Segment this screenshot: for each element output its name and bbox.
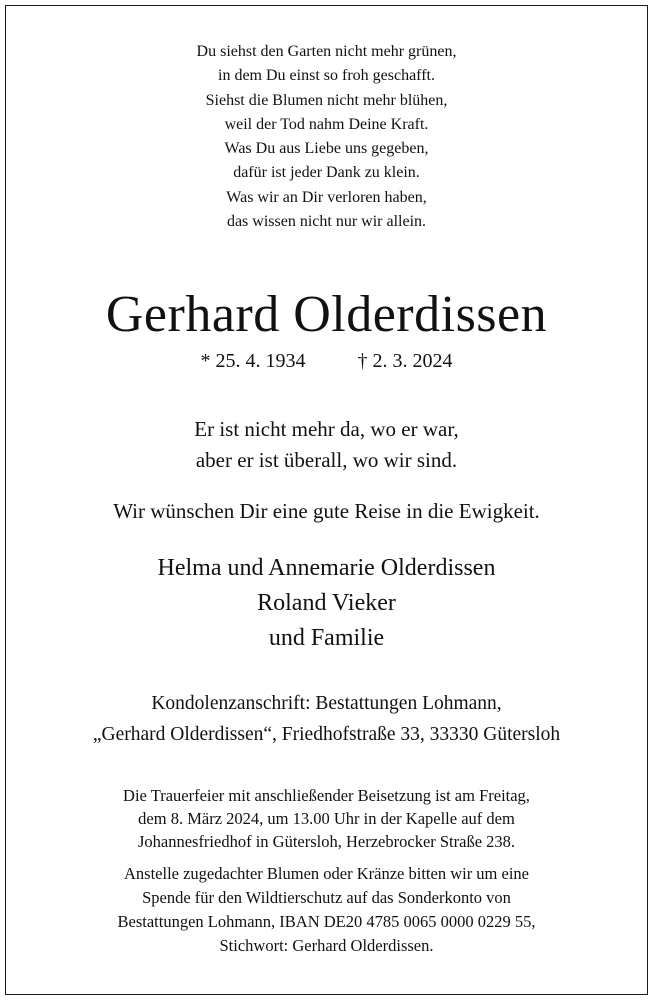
- donation-line: Bestattungen Lohmann, IBAN DE20 4785 0065 0000 0229 55,: [117, 912, 536, 931]
- poem-line: Siehst die Blumen nicht mehr blühen,: [205, 91, 448, 109]
- life-dates: [0, 346, 653, 376]
- poem-line: dafür ist jeder Dank zu klein.: [233, 164, 420, 182]
- donation-request: [0, 862, 653, 958]
- poem-line: Was wir an Dir verloren haben,: [226, 188, 427, 206]
- poem-line: weil der Tod nahm Deine Kraft.: [224, 115, 429, 133]
- condolence-address: [0, 688, 653, 750]
- funeral-service-info: [0, 784, 653, 853]
- poem: [0, 40, 653, 234]
- address-line: „Gerhard Olderdissen“, Friedhofstraße 33, 33330 Gütersloh: [92, 724, 561, 745]
- mourners: [0, 551, 653, 656]
- quote: [0, 414, 653, 476]
- poem-line: Du siehst den Garten nicht mehr grünen,: [196, 43, 457, 60]
- quote-line: aber er ist überall, wo wir sind.: [195, 448, 458, 472]
- donation-line: Spende für den Wildtierschutz auf das Sonderkonto von: [142, 888, 511, 907]
- mourner-line: Helma und Annemarie Olderdissen: [157, 555, 496, 581]
- service-line: Johannesfriedhof in Gütersloh, Herzebrocker Straße 238.: [137, 832, 516, 851]
- poem-line: in dem Du einst so froh geschafft.: [218, 67, 435, 85]
- deceased-name: Gerhard Olderdissen: [105, 286, 548, 343]
- donation-line: Anstelle zugedachter Blumen oder Kränze bitten wir um eine: [123, 864, 529, 883]
- poem-line: das wissen nicht nur wir allein.: [226, 213, 427, 231]
- service-line: dem 8. März 2024, um 13.00 Uhr in der Kapelle auf dem: [138, 809, 515, 828]
- death-date: † 2. 3. 2024: [357, 350, 453, 372]
- quote-line: Er ist nicht mehr da, wo er war,: [194, 417, 459, 441]
- address-line: Kondolenzanschrift: Bestattungen Lohmann,: [151, 693, 502, 714]
- service-line: Die Trauerfeier mit anschließender Beisetzung ist am Freitag,: [123, 786, 530, 805]
- poem-line: Was Du aus Liebe uns gegeben,: [224, 140, 429, 158]
- mourner-line: Roland Vieker: [257, 590, 396, 616]
- farewell-wish: Wir wünschen Dir eine gute Reise in die Ewigkeit.: [113, 499, 540, 523]
- mourner-line: und Familie: [268, 625, 385, 651]
- donation-line: Stichwort: Gerhard Olderdissen.: [219, 936, 434, 955]
- birth-date: * 25. 4. 1934: [200, 350, 306, 372]
